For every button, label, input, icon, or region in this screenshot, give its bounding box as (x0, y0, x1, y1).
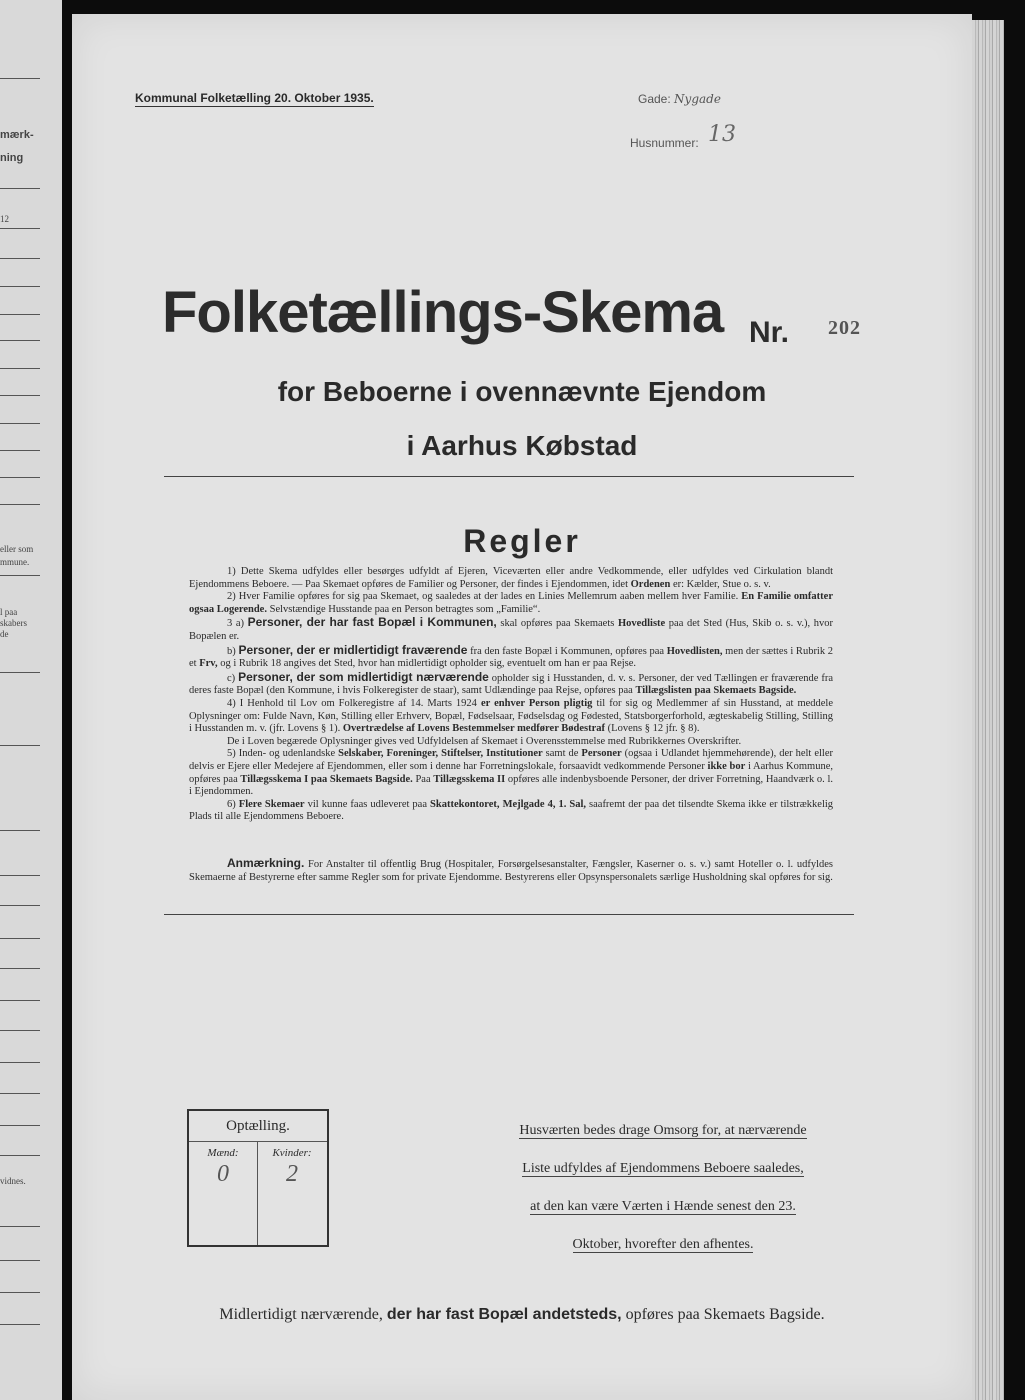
ruled-line (0, 1260, 40, 1261)
count-box (187, 1109, 329, 1247)
count-title: Optælling. (189, 1111, 327, 1142)
rule-2: 2) Hver Familie opføres for sig paa Skemaet, og saaledes at der lades en Linies Mellemrum aaben mellem hver Familie. En Familie omfatter ogsaa Logerende. Selvstændige Husstande paa en Person betragtes som „Familie“. (189, 591, 833, 615)
fragment-text: mmune. (0, 557, 30, 567)
census-form-page (72, 14, 972, 1400)
fragment-text: 12 (0, 214, 9, 224)
ruled-line (0, 286, 40, 287)
notice-line: Husværten bedes drage Omsorg for, at nærværende (519, 1123, 807, 1138)
women-column (258, 1141, 326, 1245)
ruled-line (0, 1324, 40, 1325)
men-count: 0 (217, 1161, 229, 1187)
ruled-line (0, 1030, 40, 1031)
rule-1: 1) Dette Skema udfyldes eller besørges udfyldt af Ejeren, Viceværten eller andre Vedkommende, eller udfyldes ved Cirkulation blandt Ejendommens Beboere. — Paa Skemaet opføres de Familier og Personer, der findes i Ejendommen, idet Ordenen er: Kælder, Stue o. s. v. (189, 566, 833, 590)
fragment-text: vidnes. (0, 1176, 26, 1186)
fragment-text: l paa (0, 607, 18, 617)
divider (164, 476, 854, 477)
ruled-line (0, 1000, 40, 1001)
footer-instruction: Midlertidigt nærværende, der har fast Bopæl andetsteds, opføres paa Skemaets Bagside. (219, 1306, 825, 1323)
remark-label: Anmærkning. (227, 856, 305, 870)
ruled-line (0, 395, 40, 396)
remark-paragraph (189, 857, 833, 884)
women-label: Kvinder: (272, 1147, 312, 1159)
ruled-line (0, 228, 40, 229)
remark-text: For Anstalter til offentlig Brug (Hospitaler, Forsørgelsesanstalter, Fængsler, Kaserner o. s. v.) samt Hoteller o. l. udfyldes Skemaerne af Bestyrerne efter samme Regler som for private Ejendomme. Bestyrerens eller Opsynspersonalets særlige Husholdning skal opføres for sig. (189, 859, 834, 883)
form-number-value: 202 (828, 317, 861, 339)
ruled-line (0, 423, 40, 424)
rule-6: 6) Flere Skemaer vil kunne faas udleveret paa Skattekontoret, Mejlgade 4, 1. Sal, saafremt der paa det tilsendte Skema ikke er tilstrækkelig Plads til alle Ejendommens Beboere. (189, 798, 834, 823)
ruled-line (0, 1125, 40, 1126)
ruled-line (0, 340, 40, 341)
fragment-text: eller som (0, 544, 34, 554)
ruled-line (0, 672, 40, 673)
ruled-line (0, 830, 40, 831)
landlord-notice (490, 1112, 836, 1264)
form-subtitle-city: i Aarhus Købstad (406, 430, 638, 461)
census-header: Kommunal Folketælling 20. Oktober 1935. (135, 91, 374, 105)
notice-line: at den kan være Værten i Hænde senest den 23. (530, 1199, 796, 1214)
men-column (189, 1141, 258, 1245)
rule-5: 5) Inden- og udenlandske Selskaber, Foreninger, Stiftelser, Institutioner samt de Personer (ogsaa i Udlandet hjemmehørende), der helt eller delvis er Ejere eller Medejere af Ejendommen, eller som i denne har Forretningslokale, forsaavidt vedkommende Personer ikke bor i Aarhus Kommune, opføres paa Tillægsskema I paa Skemaets Bagside. Paa Tillægsskema II opføres alle indenbysboende Personer, der driver Forretning, Haandværk o. l. i Ejendommen. (189, 748, 834, 798)
ruled-line (0, 575, 40, 576)
street-value: Nygade (674, 92, 721, 106)
house-number-label: Husnummer: (630, 136, 699, 150)
ruled-line (0, 905, 40, 906)
ruled-line (0, 314, 40, 315)
street-label: Gade: (638, 92, 671, 106)
fragment-text: de (0, 629, 9, 639)
form-title: Folketællings-Skema (162, 280, 724, 345)
ruled-line (0, 78, 40, 79)
men-label: Mænd: (207, 1147, 239, 1159)
ruled-line (0, 968, 40, 969)
ruled-line (0, 1155, 40, 1156)
form-number-label: Nr. (749, 316, 790, 349)
rule-4-continued: De i Loven begærede Oplysninger gives ved Udfyldelsen af Skemaet i Overensstemmelse med Rubrikkernes Overskrifter. (227, 735, 742, 747)
fragment-text: mærk- (0, 129, 34, 141)
page-edges (972, 20, 1004, 1400)
divider (164, 914, 854, 915)
rule-3a: 3 a) Personer, der har fast Bopæl i Kommunen, skal opføres paa Skemaets Hovedliste paa det Sted (Hus, Skib o. s. v.), hvor Bopælen er. (189, 615, 834, 642)
rules-heading: Regler (463, 523, 581, 559)
ruled-line (0, 504, 40, 505)
ruled-line (0, 1062, 40, 1063)
ruled-line (0, 745, 40, 746)
ruled-line (0, 477, 40, 478)
street-field (638, 92, 721, 106)
ruled-line (0, 875, 40, 876)
rule-3c: c) Personer, der som midlertidigt nærværende opholder sig i Husstanden, d. v. s. Personer, der ved Tællingen er fraværende fra deres faste Bopæl (den Kommune, i hvis Folkeregister de staar), samt Udlændinge paa Rejse, opføres paa Tillægslisten paa Skemaets Bagside. (189, 669, 833, 697)
ruled-line (0, 1226, 40, 1227)
rules-text (189, 566, 833, 824)
ruled-line (0, 450, 40, 451)
ruled-line (0, 258, 40, 259)
notice-line: Liste udfyldes af Ejendommens Beboere saaledes, (522, 1161, 804, 1176)
notice-line: Oktober, hvorefter den afhentes. (572, 1237, 754, 1252)
form-subtitle: for Beboerne i ovennævnte Ejendom (277, 376, 767, 407)
ruled-line (0, 368, 40, 369)
ruled-line (0, 188, 40, 189)
house-number-field (630, 122, 737, 153)
ruled-line (0, 1292, 40, 1293)
women-count: 2 (286, 1161, 298, 1187)
house-number-value: 13 (708, 122, 737, 147)
adjacent-page-fragment (0, 0, 62, 1400)
ruled-line (0, 938, 40, 939)
rule-3b: b) Personer, der er midlertidigt fraværende fra den faste Bopæl i Kommunen, opføres paa Hovedlisten, men der sættes i Rubrik 2 et Frv, og i Rubrik 18 angives det Sted, hvor han midlertidigt opholder sig, eventuelt om han er paa Rejse. (189, 642, 834, 670)
fragment-text: ning (0, 152, 24, 164)
ruled-line (0, 1093, 40, 1094)
rule-4: 4) I Henhold til Lov om Folkeregistre af 14. Marts 1924 er enhver Person pligtig til for sig og Medlemmer af sin Husstand, at meddele Oplysninger om: Fulde Navn, Køn, Stilling eller Erhverv, Bopæl, Fødselsaar, Fødselsdag og Fødested, Statsborgerforhold, ægteskabelig Stilling, Stilling i Husstanden m. v. (jfr. Lovens § 1). Overtrædelse af Lovens Bestemmelser medfører Bødestraf (Lovens § 12 jfr. § 8). (189, 697, 834, 735)
fragment-text: skabers (0, 618, 27, 628)
